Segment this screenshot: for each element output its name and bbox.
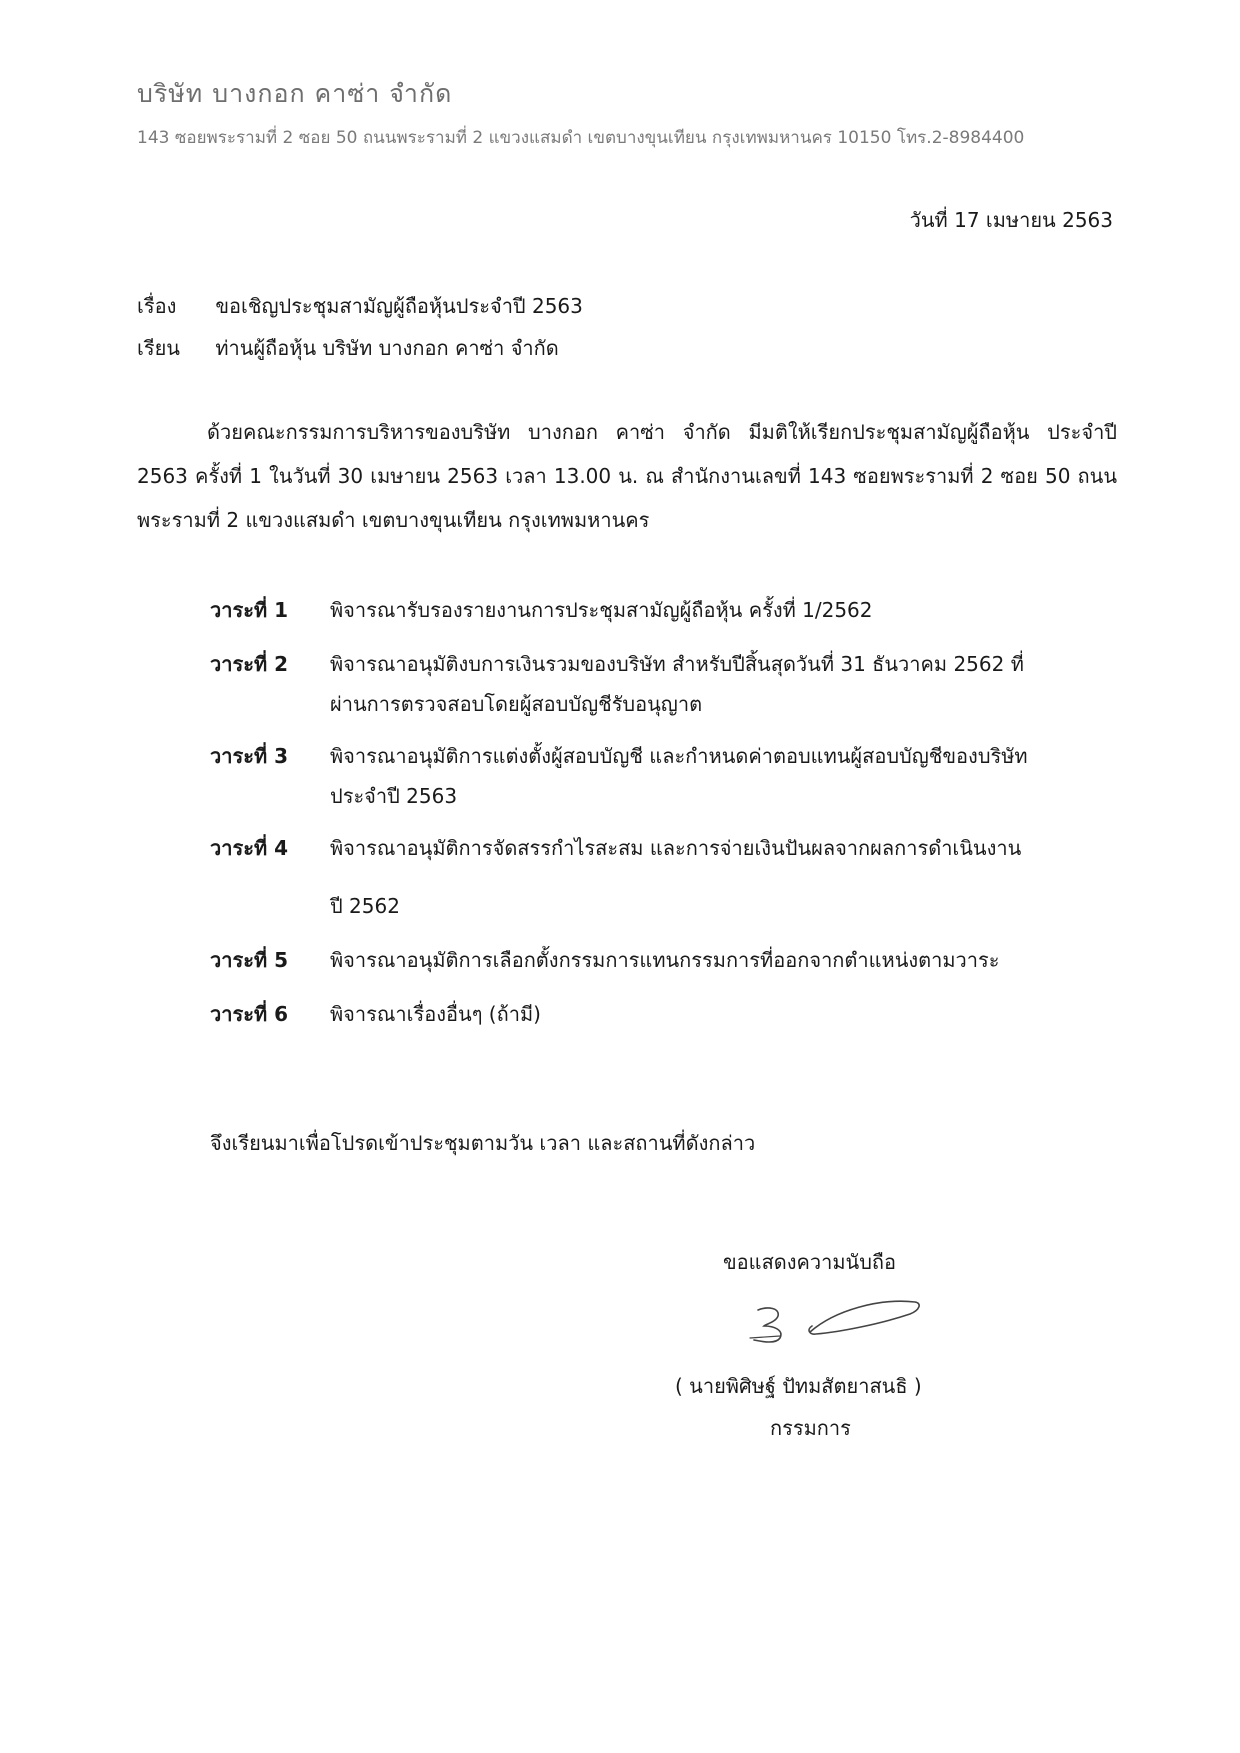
agenda-label: วาระที่ 2 <box>210 652 289 676</box>
agenda-text <box>330 994 1120 1034</box>
signer-name: ( นายพิศิษฐ์ ปัทมสัตยาสนธิ ) <box>675 1374 922 1398</box>
agenda-label: วาระที่ 6 <box>210 1002 289 1026</box>
subject-text: ขอเชิญประชุมสามัญผู้ถือหุ้นประจำปี 2563 <box>215 294 583 318</box>
agenda-line: ผ่านการตรวจสอบโดยผู้สอบบัญชีรับอนุญาต <box>330 692 703 716</box>
subject-row <box>137 290 583 322</box>
agenda-label: วาระที่ 1 <box>210 598 289 622</box>
signer-title: กรรมการ <box>770 1416 851 1440</box>
recipient-row <box>137 332 559 364</box>
agenda-line: พิจารณาอนุมัติการแต่งตั้งผู้สอบบัญชี และกำหนดค่าตอบแทนผู้สอบบัญชีของบริษัท <box>330 744 1028 768</box>
agenda-line: ประจำปี 2563 <box>330 784 458 808</box>
company-address: 143 ซอยพระรามที่ 2 ซอย 50 ถนนพระรามที่ 2 แขวงแสมดำ เขตบางขุนเทียน กรุงเทพมหานคร 10150 โทร.2-8984400 <box>137 128 1025 148</box>
agenda-line: ปี 2562 <box>330 894 400 918</box>
agenda-line: พิจารณาอนุมัติงบการเงินรวมของบริษัท สำหรับปีสิ้นสุดวันที่ 31 ธันวาคม 2562 ที่ <box>330 652 1024 676</box>
closing-sentence: จึงเรียนมาเพื่อโปรดเข้าประชุมตามวัน เวลา และสถานที่ดังกล่าว <box>210 1131 756 1155</box>
handwritten-signature <box>740 1290 930 1360</box>
agenda-label: วาระที่ 3 <box>210 744 289 768</box>
agenda-text <box>330 736 1120 816</box>
recipient-text: ท่านผู้ถือหุ้น บริษัท บางกอก คาซ่า จำกัด <box>215 336 559 360</box>
agenda-line: พิจารณาอนุมัติการเลือกตั้งกรรมการแทนกรรมการที่ออกจากตำแหน่งตามวาระ <box>330 948 1000 972</box>
company-name: บริษัท บางกอก คาซ่า จำกัด <box>137 79 453 108</box>
agenda-label: วาระที่ 5 <box>210 948 289 972</box>
agenda-line: พิจารณารับรองรายงานการประชุมสามัญผู้ถือหุ้น ครั้งที่ 1/2562 <box>330 598 873 622</box>
subject-label: เรื่อง <box>137 294 177 318</box>
agenda-line: พิจารณาเรื่องอื่นๆ (ถ้ามี) <box>330 1002 541 1026</box>
agenda-label: วาระที่ 4 <box>210 836 289 860</box>
agenda-line: พิจารณาอนุมัติการจัดสรรกำไรสะสม และการจ่ายเงินปันผลจากผลการดำเนินงาน <box>330 836 1022 860</box>
sign-off: ขอแสดงความนับถือ <box>723 1250 897 1274</box>
agenda-text <box>330 644 1120 724</box>
agenda-text <box>330 590 1120 630</box>
letter-date: วันที่ 17 เมษายน 2563 <box>909 208 1113 232</box>
body-paragraph: ด้วยคณะกรรมการบริหารของบริษัท บางกอก คาซ่า จำกัด มีมติให้เรียกประชุมสามัญผู้ถือหุ้น ประจำปี 2563 ครั้งที่ 1 ในวันที่ 30 เมษายน 2563 เวลา 13.00 น. ณ สำนักงานเลขที่ 143 ซอยพระรามที่ 2 ซอย 50 ถนนพระรามที่ 2 แขวงแสมดำ เขตบางขุนเทียน กรุงเทพมหานคร <box>137 420 1117 532</box>
agenda-text <box>330 940 1120 980</box>
recipient-label: เรียน <box>137 336 180 360</box>
agenda-text <box>330 828 1120 926</box>
